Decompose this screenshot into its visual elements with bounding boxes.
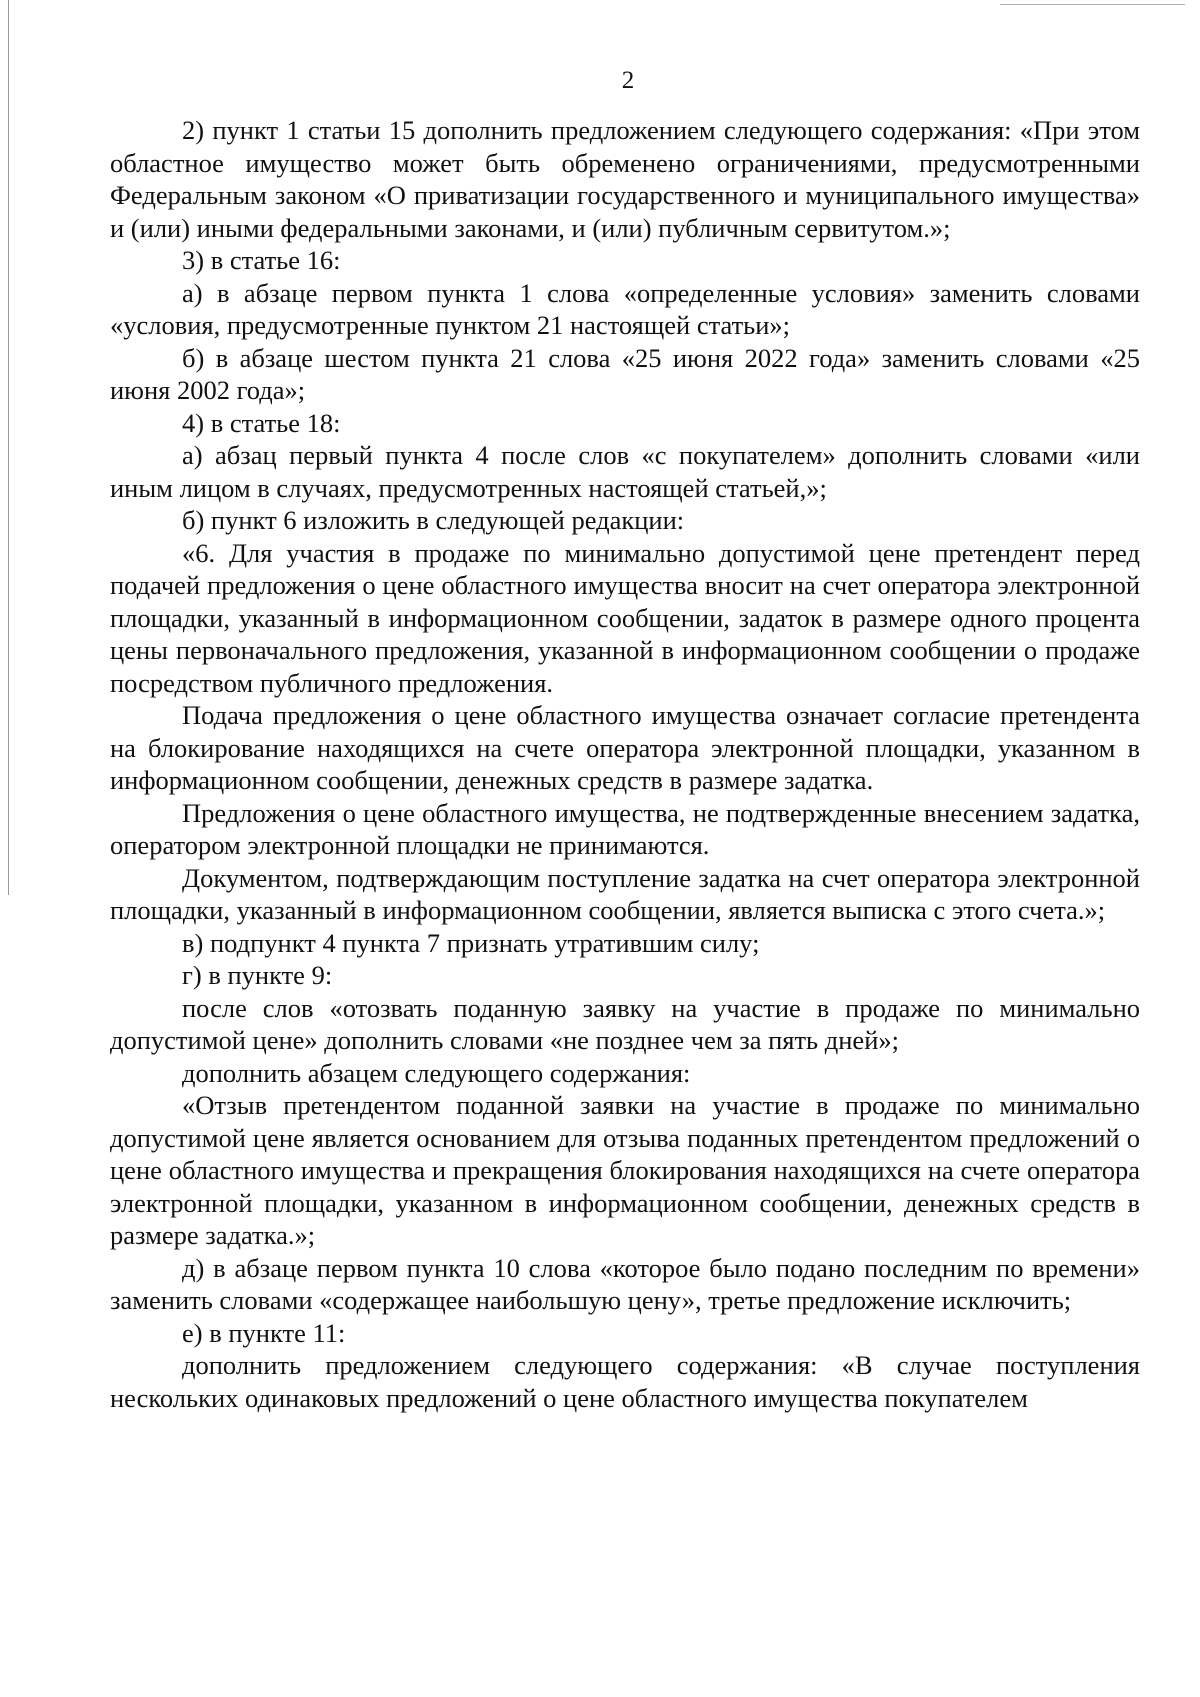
document-body [110, 114, 1140, 1414]
scan-edge-top [1000, 4, 1185, 5]
paragraph: 4) в статье 18: [182, 407, 341, 438]
page-number: 2 [621, 67, 635, 94]
paragraph: 3) в статье 16: [182, 245, 341, 275]
paragraph: а) в абзаце первом пункта 1 слова «определенные условия» заменить словами «условия, предусмотренные пунктом 21 настоящей статьи»; [110, 277, 1140, 340]
paragraph: б) пункт 6 изложить в следующей редакции: [182, 505, 685, 535]
scan-edge-left [8, 0, 9, 895]
paragraph: дополнить предложением следующего содержания: «В случае поступления нескольких одинаковых предложений о цене областного имущества покупателем [110, 1350, 1140, 1413]
paragraph: Подача предложения о цене областного имущества означает согласие претендента на блокирование находящихся на счете оператора электронной площадки, указанном в информационном сообщении, денежных средств в размере задатка. [110, 700, 1140, 795]
paragraph: Предложения о цене областного имущества, не подтвержденные внесением задатка, оператором электронной площадки не принимаются. [110, 797, 1140, 860]
paragraph: 2) пункт 1 статьи 15 дополнить предложением следующего содержания: «При этом областное имущество может быть обременено ограничениями, предусмотренными Федеральным законом «О приватизации государственного и муниципального имущества» и (или) иными федеральными законами, и (или) публичным сервитутом.»; [110, 115, 1140, 243]
paragraph: Документом, подтверждающим поступление задатка на счет оператора электронной площадки, указанный в информационном сообщении, является выписка с этого счета.»; [110, 862, 1140, 925]
paragraph: «Отзыв претендентом поданной заявки на участие в продаже по минимально допустимой цене является основанием для отзыва поданных претендентом предложений о цене областного имущества и прекращения блокирования находящихся на счете оператора электронной площадки, указанном в информационном сообщении, денежных средств в размере задатка.»; [110, 1090, 1140, 1250]
paragraph: а) абзац первый пункта 4 после слов «с покупателем» дополнить словами «или иным лицом в случаях, предусмотренных настоящей статьей,»; [110, 440, 1140, 503]
paragraph: дополнить абзацем следующего содержания: [182, 1057, 691, 1088]
paragraph: е) в пункте 11: [182, 1317, 346, 1348]
paragraph: д) в абзаце первом пункта 10 слова «которое было подано последним по времени» заменить словами «содержащее наибольшую цену», третье предложение исключить; [110, 1252, 1140, 1315]
paragraph: г) в пункте 9: [182, 960, 333, 990]
paragraph: б) в абзаце шестом пункта 21 слова «25 июня 2022 года» заменить словами «25 июня 2002 года»; [110, 342, 1140, 405]
paragraph: в) подпункт 4 пункта 7 признать утратившим силу; [182, 927, 760, 958]
paragraph: после слов «отозвать поданную заявку на участие в продаже по минимально допустимой цене» дополнить словами «не позднее чем за пять дней»; [110, 992, 1140, 1055]
paragraph: «6. Для участия в продаже по минимально допустимой цене претендент перед подачей предложения о цене областного имущества вносит на счет оператора электронной площадки, указанный в информационном сообщении, задаток в размере одного процента цены первоначального предложения, указанной в информационном сообщении о продаже посредством публичного предложения. [110, 537, 1140, 698]
